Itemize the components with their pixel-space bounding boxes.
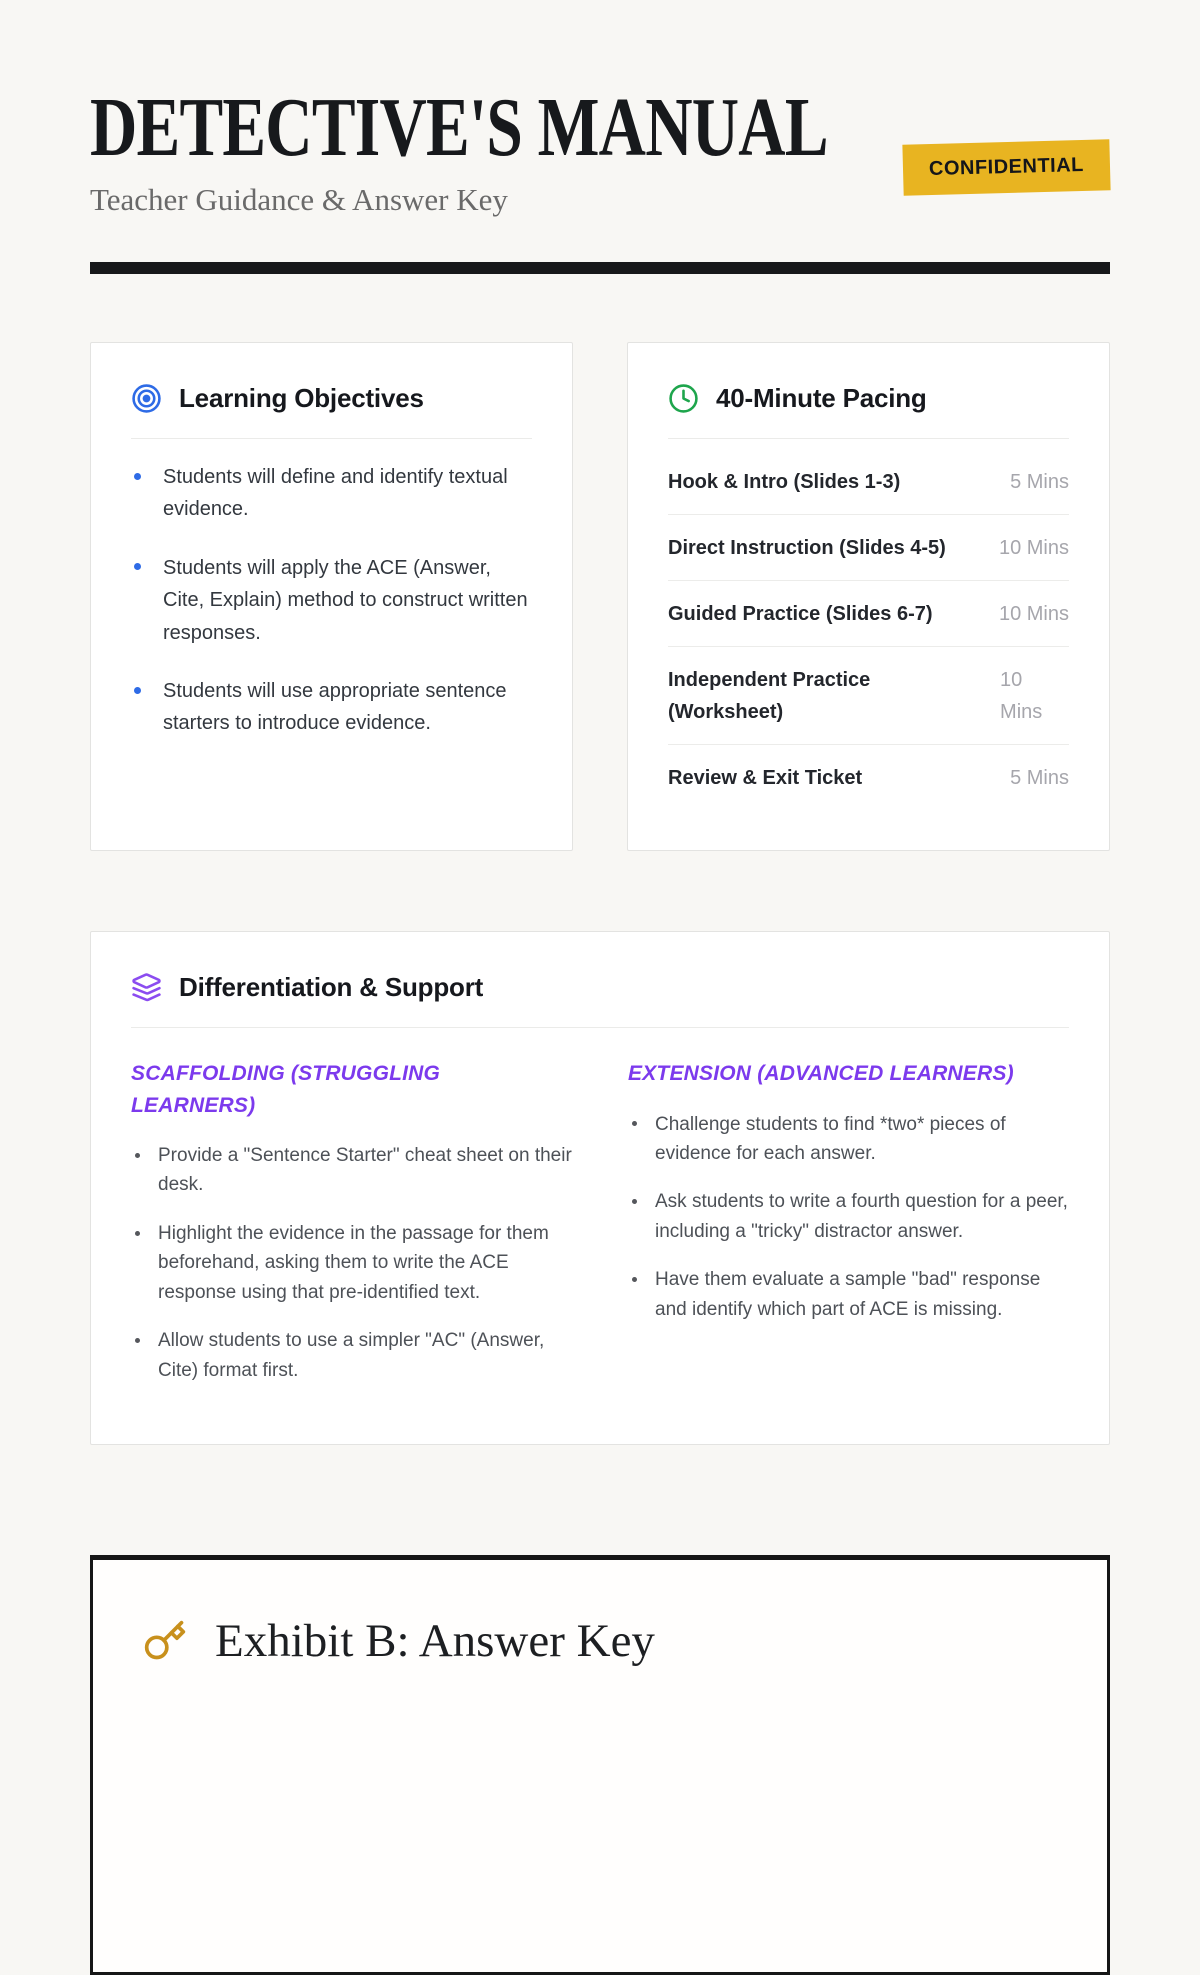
differentiation-header: [131, 972, 1069, 1003]
learning-objectives-header: [131, 383, 532, 414]
extension-item: Have them evaluate a sample "bad" response and identify which part of ACE is missing.: [628, 1265, 1069, 1324]
scaffolding-column: [131, 1058, 572, 1404]
page-title: DETECTIVE'S MANUAL: [90, 81, 828, 174]
pacing-row-label: Hook & Intro (Slides 1-3): [668, 471, 901, 493]
pacing-title: 40-Minute Pacing: [716, 383, 927, 413]
confidential-badge: CONFIDENTIAL: [902, 139, 1110, 195]
scaffolding-heading: SCAFFOLDING (STRUGGLING LEARNERS): [131, 1062, 441, 1117]
header-divider-rule: [90, 262, 1110, 274]
layers-icon: [131, 972, 162, 1003]
exhibit-header: [143, 1614, 1057, 1668]
pacing-row: [668, 581, 1069, 647]
pacing-row-label: Review & Exit Ticket: [668, 767, 863, 789]
learning-objectives-title: Learning Objectives: [179, 383, 424, 413]
extension-column: [628, 1058, 1069, 1404]
pacing-list: [668, 449, 1069, 810]
scaffolding-item: Highlight the evidence in the passage for them beforehand, asking them to write the ACE response using that pre-identified text.: [131, 1219, 572, 1307]
section-divider: [668, 438, 1069, 439]
page-subtitle: Teacher Guidance & Answer Key: [90, 182, 508, 217]
key-icon: [143, 1619, 187, 1663]
objective-item: Students will define and identify textual evidence.: [131, 461, 532, 526]
differentiation-title: Differentiation & Support: [179, 972, 484, 1002]
pacing-row-time: 10 Mins: [998, 603, 1069, 625]
extension-heading: EXTENSION (ADVANCED LEARNERS): [628, 1062, 1014, 1085]
exhibit-answer-key-section: [90, 1555, 1110, 1975]
learning-objectives-card: [90, 342, 573, 851]
section-divider: [131, 438, 532, 439]
pacing-row-label: Independent Practice (Worksheet): [668, 669, 871, 723]
objective-item: Students will apply the ACE (Answer, Cite, Explain) method to construct written responses.: [131, 552, 532, 649]
pacing-row: [668, 515, 1069, 581]
differentiation-card: [90, 931, 1110, 1445]
top-cards-row: [90, 342, 1110, 851]
section-divider: [131, 1027, 1069, 1028]
pacing-row-label: Direct Instruction (Slides 4-5): [668, 537, 946, 559]
pacing-row: [668, 449, 1069, 515]
extension-item: Challenge students to find *two* pieces of evidence for each answer.: [628, 1110, 1069, 1169]
exhibit-title: Exhibit B: Answer Key: [215, 1615, 655, 1668]
differentiation-columns: [131, 1058, 1069, 1404]
pacing-header: [668, 383, 1069, 414]
pacing-row-time: 10 Mins: [998, 537, 1069, 559]
pacing-row: [668, 745, 1069, 810]
pacing-row-time: 10 Mins: [1000, 669, 1043, 723]
extension-list: [628, 1110, 1069, 1325]
pacing-row-time: 5 Mins: [1010, 471, 1069, 493]
scaffolding-item: Provide a "Sentence Starter" cheat sheet on their desk.: [131, 1141, 572, 1200]
objectives-list: [131, 461, 532, 740]
objective-item: Students will use appropriate sentence starters to introduce evidence.: [131, 675, 532, 740]
scaffolding-list: [131, 1141, 572, 1385]
pacing-row: [668, 647, 1069, 745]
clock-icon: [668, 383, 699, 414]
scaffolding-item: Allow students to use a simpler "AC" (Answer, Cite) format first.: [131, 1326, 572, 1385]
pacing-row-time: 5 Mins: [1010, 767, 1069, 789]
target-icon: [131, 383, 162, 414]
pacing-card: [627, 342, 1110, 851]
extension-item: Ask students to write a fourth question for a peer, including a "tricky" distractor answer.: [628, 1187, 1069, 1246]
document-page: [90, 0, 1110, 1975]
pacing-row-label: Guided Practice (Slides 6-7): [668, 603, 933, 625]
document-header: [90, 81, 1110, 218]
